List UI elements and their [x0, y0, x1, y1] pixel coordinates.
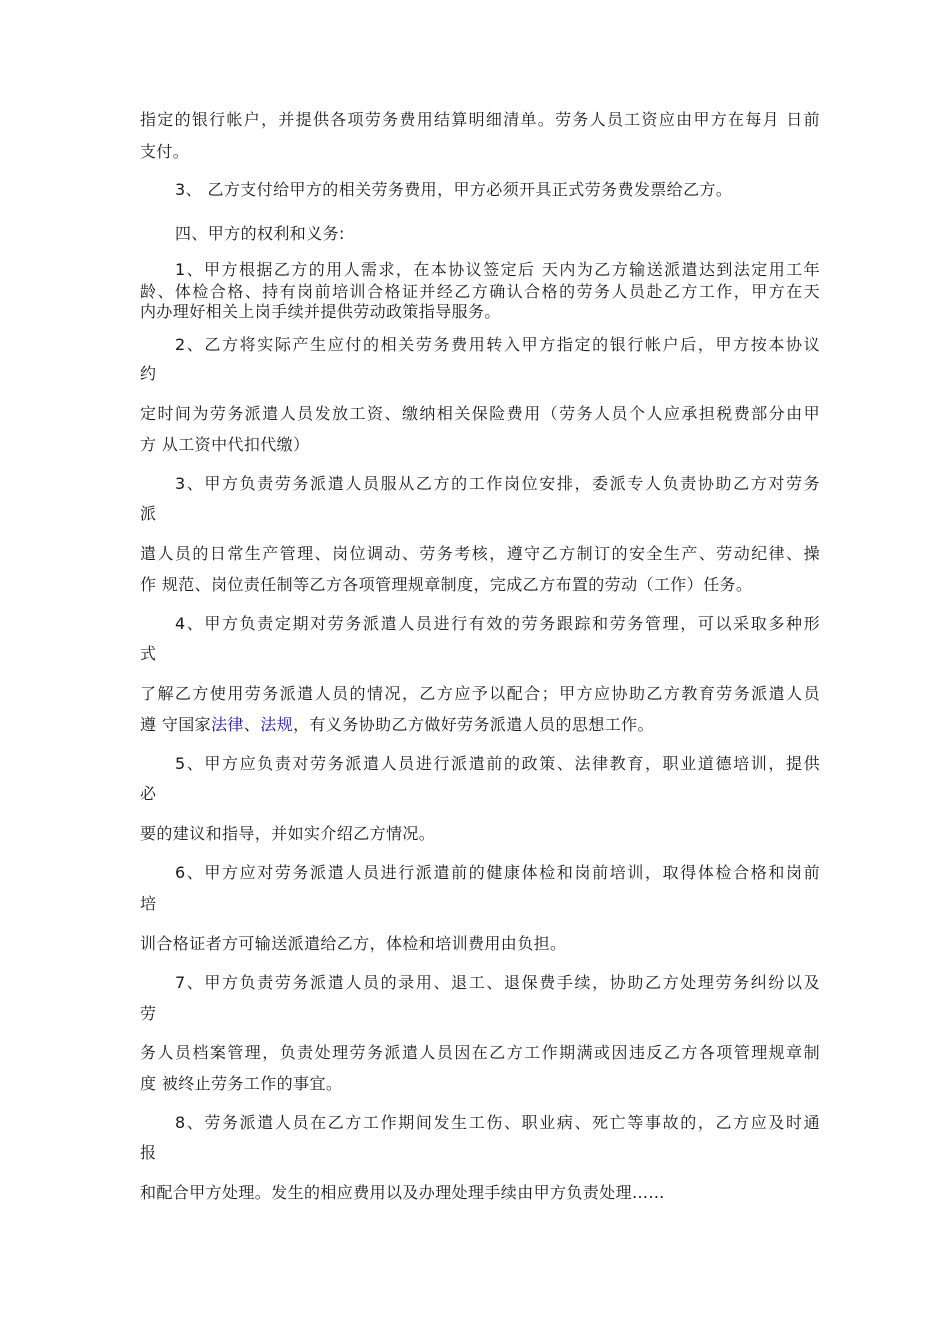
text-line: 训合格证者方可输送派遣给乙方，体检和培训费用由负担。: [140, 934, 567, 953]
text-line: 报: [140, 1143, 157, 1162]
text-line: 培: [140, 894, 157, 913]
text-line: 内办理好相关上岗手续并提供劳动政策指导服务。: [140, 302, 501, 321]
text-line: 派: [140, 504, 157, 523]
clause-5-text: 5、甲方应负责对劳务派遣人员进行派遣前的政策、法律教育，职业道德培训，提供: [175, 754, 820, 773]
text-span: 遵 守国家: [140, 715, 212, 734]
text-span: ，有义务协助乙方做好劳务派遣人员的思想工作。: [293, 715, 654, 734]
text-line: 式: [140, 644, 157, 663]
text-line: 定时间为劳务派遣人员发放工资、缴纳相关保险费用（劳务人员个人应承担税费部分由甲: [140, 404, 820, 423]
text-line: 支付。: [140, 142, 190, 161]
clause-7-text: 7、甲方负责劳务派遣人员的录用、退工、退保费手续，协助乙方处理劳务纠纷以及: [175, 973, 820, 992]
text-line: 作 规范、岗位责任制等乙方各项管理规章制度，完成乙方布置的劳动（工作）任务。: [140, 575, 753, 594]
text-line: 要的建议和指导，并如实介绍乙方情况。: [140, 824, 436, 843]
text-line: 遣人员的日常生产管理、岗位调动、劳务考核，遵守乙方制订的安全生产、劳动纪律、操: [140, 544, 820, 563]
text-line: 指定的银行帐户，并提供各项劳务费用结算明细清单。劳务人员工资应由甲方在每月 日前: [140, 110, 820, 129]
regulation-link[interactable]: 法规: [260, 715, 294, 734]
text-span: 、: [243, 715, 261, 734]
text-line: [140, 715, 820, 735]
clause-4-text: 4、甲方负责定期对劳务派遣人员进行有效的劳务跟踪和劳务管理，可以采取多种形: [175, 614, 820, 633]
text-line: 方 从工资中代扣代缴）: [140, 435, 310, 454]
text-line: 龄、体检合格、持有岗前培训合格证并经乙方确认合格的劳务人员赴乙方工作，甲方在天: [140, 282, 820, 301]
clause-3-text: 3、 乙方支付给甲方的相关劳务费用，甲方必须开具正式劳务费发票给乙方。: [175, 180, 733, 199]
text-line: 务人员档案管理，负责处理劳务派遣人员因在乙方工作期满或因违反乙方各项管理规章制: [140, 1043, 820, 1062]
text-line: 度 被终止劳务工作的事宜。: [140, 1074, 343, 1093]
clause-1-text: 1、甲方根据乙方的用人需求，在本协议签定后 天内为乙方输送派遣达到法定用工年: [175, 260, 820, 279]
section-heading: 四、甲方的权利和义务:: [175, 224, 345, 243]
text-line: 必: [140, 784, 157, 803]
text-line: 约: [140, 364, 157, 383]
text-line: 劳: [140, 1004, 157, 1023]
clause-6-text: 6、甲方应对劳务派遣人员进行派遣前的健康体检和岗前培训，取得体检合格和岗前: [175, 863, 820, 882]
law-link[interactable]: 法律: [211, 715, 244, 734]
clause-3b-text: 3、甲方负责劳务派遣人员服从乙方的工作岗位安排，委派专人负责协助乙方对劳务: [175, 474, 820, 493]
clause-8-text: 8、劳务派遣人员在乙方工作期间发生工伤、职业病、死亡等事故的，乙方应及时通: [175, 1113, 820, 1132]
text-line: 和配合甲方处理。发生的相应费用以及办理处理手续由甲方负责处理……: [140, 1183, 665, 1202]
clause-2-text: 2、乙方将实际产生应付的相关劳务费用转入甲方指定的银行帐户后，甲方按本协议: [175, 335, 820, 354]
text-line: 了解乙方使用劳务派遣人员的情况，乙方应予以配合；甲方应协助乙方教育劳务派遣人员: [140, 684, 820, 703]
